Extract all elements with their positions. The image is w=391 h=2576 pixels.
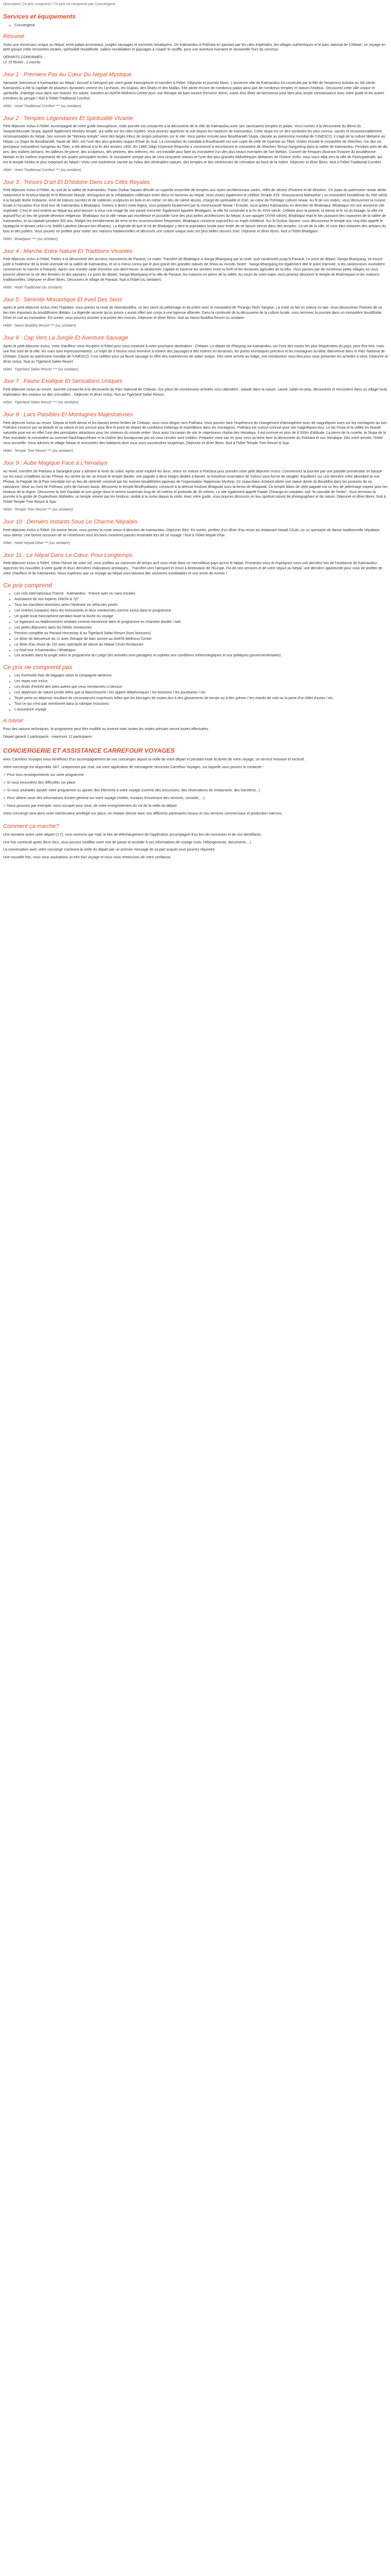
how-it-works-title: Comment ça marche? — [3, 823, 59, 829]
day-10 — [3, 518, 388, 546]
day-title: Jour 3 : Trésors D'art Et D'histoire Dans Les Cités Royales — [3, 179, 150, 185]
includes-item: • Le dîner de bienvenue du J1 avec thérapie de bain sonore au AVATA Wellness Center — [14, 637, 388, 642]
excludes-item: • Les repas non inclus — [14, 679, 388, 684]
includes-item: • Le dîner d'au revoir du J10 avec spectacle de danse au Népali Chulo Restaurant — [14, 642, 388, 648]
day-title: Jour 7 : Faune Exotique Et Sensations Uniques — [3, 378, 123, 385]
services-list — [3, 23, 388, 28]
includes-item: • Les petits-déjeuners dans les hôtels mentionnés — [14, 625, 388, 631]
resume-text: Vivez une immersion unique au Népal, entre palais ancestraux, jungles sauvages et sommets himalayens. De Katmandou à Pokhara en passant par les cités impériales, les villages authentiques et le parc national de Chitwan, ce voyage en petit groupe mêle rencontres locales, spiritualité bouddhiste, safaris inoubliables et paysages à couper le souffle, pour une aventure humaine et sensorielle hors du commun. — [3, 43, 386, 52]
concierge-point: ✓ Pour obtenir avoir des informations d'ordre général sur votre voyage (météo, horaires d'ouverture des services, conseils, ...) — [3, 796, 205, 801]
day-hotel: Hôtel : Namo Buddha Resort *** (ou similaire) — [3, 324, 76, 328]
day-3 — [3, 179, 388, 242]
day-hotel: Hôtel : Hotel Traditional Comfort *** (ou similaire) — [3, 168, 82, 172]
day-hotel: Hôtel : Temple Tree Resort *** (ou similaire) — [3, 449, 73, 453]
day-hotel: Hôtel : Tigerland Safari Resort *** (ou similaire) — [3, 367, 79, 371]
includes-item: • Les vols internationaux France - Katmandou - France avec ou sans escales — [14, 591, 388, 597]
day-2 — [3, 115, 388, 173]
concierge-intro: Avec Carrefour Voyages vous bénéficiez d'un accompagnement de nos concierges depuis la veille de votre départ et pendant toute la durée de votre voyage, un service innovant et exclusif. — [3, 758, 305, 762]
day-title: Jour 5 : Sérénité Monastique Et éveil Des Sens — [3, 296, 122, 303]
concierge-point: ✓ Si vous souhaitez ajouter votre programme ou ajouter des éléments à votre voyage (comme des excursions, des réservations de restaurants, des transferts...) — [3, 789, 260, 793]
day-8 — [3, 411, 388, 454]
trip-page — [0, 0, 391, 871]
includes-section — [3, 581, 388, 658]
departs-value: Le 15 février : 2 inscrits — [3, 61, 41, 65]
day-11 — [3, 552, 388, 577]
excludes-section — [3, 663, 388, 713]
a-savoir-section — [3, 717, 388, 739]
excludes-title: Ce prix ne comprend pas — [3, 664, 73, 671]
day-text: Après le petit-déjeuner inclus chez l'habitant, vous prenez la route de Namobuddha, un lieu sacré du pèlerinage et de prière avec le monastère de Thrangu Tashi Yangtse. La visite se fait en voiture ou taxi. Vous découvrirez l'histoire de ce lieu très important du bouddhisme tibétain. La légende raconte qu'un prince y aurait offert son corps à une tigresse affamée. Dans la continuité de la découverte de la culture locale, vous terminez la journée dans un monastère bouddhiste. Dîner et nuit au monastère. En soirée, vous pourrez assister à la prière des moines. Déjeuner et dîner libres. Nuit au Namo Buddha Resort ou similaire. — [3, 306, 383, 320]
day-9 — [3, 460, 388, 513]
concierge-title: CONCIERGERIE ET ASSISTANCE CARREFOUR VOYAGES — [3, 747, 175, 755]
day-text: Au réveil, transfert de Pokhara à Sarangkot pour y admirer le lever du soleil. Après avoir exploré les lieux, retour en voiture à Pokhara pour prendre votre petit déjeuner inclus. Commencez la journée par une paisible promenade en barque sur les eaux cristallines du lac Phewa. Au centre du lac se trouve le temple Barahi, une pagode à deux étages dédiée à Barahi, la troisième incarnation de Vishnu sous forme de sanglier. Equilibrez sur une dernière crête abondant la vue Phewa, la Pagode de la Paix mondiale est un lieu de sérénité construit par les moines bouddhistes japonais de l'organisation Nipponzan Myohoji. Ce stupa blanc éclatant abrite une statue dorée du Bouddha dans les postures de sa naissance, Situé au nord de Pokhara, près de l'ancien bazar, découvrez le temple Bindhyabasini, consacré à la déesse hindoue Bhagwati sous la forme de Bhagwati. Ce temple blanc de style pagode est un lieu de pèlerinage majeur pour les hindous de la région. Découvrez la Seti Gandaki et une gorge dans le torrent souterrain long de 40 mètres et profonde de 30 mètres. Le site également appelé Patale Chhango en népalais, soit "la cascade de l'enfer". Vous terminez la journée à la grotte de Gupteshwor Mahadev, un temple vénéré par les hindous, visible à la sortie depuis la visite. Avec votre guide, vous pourrez découvrir un lieu spirituel saturé de photographies et de nature. Déjeuner et dîner libres. Nuit à l'hôtel Temple Tree Resort & Spa. — [3, 469, 387, 504]
concierge-availability: Votre concierge est disponible 24/7, uniquement par chat, via votre application de messagerie sécurisée Carrefour Voyages, sur laquelle vous pouvez le contacter : — [3, 766, 264, 770]
day-title: Jour 4 : Marche Entre Nature Et Traditions Vivantes — [3, 248, 133, 255]
concierge-section — [3, 747, 388, 817]
excludes-item: • Les droits d'entrée des sites autres que ceux mentionnés ci-dessus — [14, 685, 388, 690]
concierge-outro: Votre concierge sera alors votre interlocuteur privilégié sur place, en relation directe avec nos différents partenaires locaux et nos services commerciaux et production internes. — [3, 812, 283, 816]
day-title: Jour 1 : Premiers Pas Au Cœur Du Népal Mystique — [3, 72, 132, 78]
services-item: • Conciergerie — [14, 23, 388, 28]
includes-title: Ce prix comprend — [3, 582, 52, 589]
excludes-item: • Les éventuels frais de bagages selon la compagnie aérienne — [14, 673, 388, 679]
day-title: Jour 11 : Le Népal Dans Le Cœur, Pour Longtemps — [3, 552, 133, 558]
day-title: Jour 9 : Aube Magique Face à L'himalaya — [3, 460, 108, 467]
day-hotel: Hôtel : Temple Tree Resort *** (ou similaire) — [3, 508, 73, 512]
includes-item: • Le food tour à Katmandou / Bhaktapur — [14, 648, 388, 653]
includes-item: • Les entrées (uniques) dans les monuments et lieux mentionnés comme inclus dans le programme — [14, 608, 388, 614]
day-text: Après le petit-déjeuner inclus, votre chauffeur vous récupère à l'hôtel pour vous conduire à votre prochaine destination : Chitwan. Le départ de Pharping via Katmandou, sur l'une des routes les plus fréquentées du pays, peut être lent, mais une fois sorti de la ville, les vues sont impressionnantes. Le trajet de 5 heures vous emmène à travers des paysages à des rizières en terrasses, les points touristiques précieux et les montagnes au-delà. Bienvenue dans le Parc National de Chitwan. Classé au patrimoine mondial de l'UNESCO, il est célèbre pour sa faune sauvage et offre des expériences de safari unique. Dès votre arrivée au lodge, une introduction vous fera pour vous présenter les activités à venir. Déjeuner et dîner inclus. Nuit au Tigerland Safari Resort. — [3, 344, 388, 364]
includes-item: • Assistance de nos experts 24h/24 & 7j/7 — [14, 597, 388, 602]
a-savoir-depart: Départ garanti 2 participants - maximum 12 participants — [3, 735, 92, 739]
services-title: Services et équipements — [3, 12, 76, 20]
departs-label: DÉPARTS CONFIRMÉS : — [3, 56, 45, 60]
how-step: Une semaine avant votre départ (J-7), vous recevrez par mail, le lien de téléchargement de l'application accompagné d'un lien de connexion et de vos identifiants. — [3, 833, 262, 837]
day-text: Petit déjeuner inclus à l'hôtel. Accompagné de votre guide francophone, cette journée est consacrée à la découverte de la ville de Katmandou avec ses sanctuaires temples et palais. Vous montez à la découverte du dôme du Swayambhunath Stupa, appelé également Monkey temple, qui veille sur les cités royales. Vous pourrez apprécier la vue depuis les hauteurs de Katmandou. Cette stupa est un des symboles les plus connus, sacrés et incontournablement reconnaissables du Népal. Son surnom de "Monkey temple" vient des larges tribus de singes présentes sur le site. Vous partez ensuite pour Boudhanath Stupa, classée au patrimoine mondial de l'UNESCO, il s'agit de la culture tibétaine au Népal. La Stupa de Boudhanath, haute de 36m, est l'une des plus grandes stupas d'Asie du Sud. La conception du mandala à Boudhanath est une copie de celle de Gyantse au Tibet. Visitez ensuite le monastère de Shechen, l'un des six principaux monastères nyingmas du Tibet, a été détruit à la fin des années 1950. En 1980, Dilgo Khyentsé Rinpoché a commencé à reconstruire le monastère de Shechen Tennyi Dargyeling dans la vallée de Katmandou. Pendant près de dix ans, des maîtres artisans, les tailleurs de pierre, des sculpteurs, des peintres, des orfèvres, etc. ont travaillé pour faire du monastère l'un des plus beaux exemples de l'art tibétain. Couvert de fresques illustrant l'histoire du bouddhisme tibétain et les maîtres importants de ses quatre principales écoles, le monastère compte plus de cent cinquante statues et l'une des plus grandes bibliothèques tibétaines de l'Orient. Enfin, vous visez déjà vers la ville de Pashupatinath, qui est le temple hindou le plus important du Népal ! Vivez une expérience sacrée au milieu des vénérables statues, des temples et des cérémonies de crémation au bord de la rivière. Déjeuner et dîner libres. Nuit à l'hôtel Traditional Comfort. — [3, 125, 388, 164]
day-hotel: Hôtel : Bhadgaon *** (ou similaire) — [3, 237, 58, 241]
excludes-item: • L'assurance voyage — [14, 707, 388, 713]
day-hotel: Hôtel : Hotel Nepali Ghar *** (ou similaire) — [3, 541, 70, 545]
day-title: Jour 8 : Lacs Paisibles Et Montagnes Majestueuses — [3, 411, 133, 418]
day-5 — [3, 296, 388, 329]
resume-section — [3, 33, 388, 65]
includes-item: • Le logement ou établissement similaire comme mentionné dans le programme en chambre double / twin — [14, 620, 388, 625]
day-hotel: Hôtel : Hotel Traditional Comfort *** (ou similaire) — [3, 104, 82, 108]
how-step: Une fois connecté après deux clics, vous pouvez modifier votre mot de passe et accéder à vos informations de voyage (vols, hébergements, documents ...) — [3, 840, 251, 844]
excludes-item: • Les dépenses de nature privée telles que la blanchisserie / les appels téléphoniques / les boissons / les pourboires / etc. — [14, 690, 388, 696]
how-closing: Une nouvelle fois, nous vous souhaitons un très bon voyage et nous vous remercions de votre confiance. — [3, 856, 172, 860]
day-hotel: Hôtel : Tigerland Safari Resort *** (ou similaire) — [3, 400, 79, 404]
a-savoir-text: Pour des raisons techniques, le programme peut être modifié ou inversé mais toutes les visites prévues seront toutes effectuées. — [3, 727, 209, 731]
how-step: La conversation avec votre concierge s'activera la veille du départ par un premier message de sa part auquel vous pourrez répondre. — [3, 848, 216, 852]
excludes-item: • Toute perte ou dépense résultant de circonstances imprévues telles que les blocages de routes dus à des glissements de terrain ou à des grèves / les retards de vols ou la perte d'un billet d'avion / etc. — [14, 696, 388, 701]
resume-title: Résumé — [3, 33, 24, 40]
includes-list — [3, 591, 388, 658]
services-section — [3, 12, 388, 28]
day-text: Namasté, bienvenue à Katmandou au Népal ! Accueil à l'aéroport par votre guide francophone et transfert à l'hôtel. Déjeuner et journée libres. L'ancienne ville de Katmandou fut construite par la fille de l'empereur Ashoka au IIIè siècle. Katmandou a été la capitale de plusieurs dynasties comme les Licchavis, les Guptas, des Shahs et des Mallas. Elle abrite encore de nombreux palais ainsi que de nombreux temples et statues hindous. Découvrez cette ville unique et spirituelle, d'abrégé vous dans son histoire. En soirée, transfert au AVATA Wellness Center pour une thérapie de bain sonore d'environ 45mn, suivie d'un dîner de bienvenue pour faire plus ample connaissance avec votre guide et les autres membres du groupe ! Nuit à l'hôtel Traditional Comfort. — [3, 81, 384, 100]
concierge-point: ✓ Nous pouvons par exemple, nous occuper pour vous, de votre enregistrement du vol de la veille du départ — [3, 804, 177, 808]
day-6 — [3, 334, 388, 372]
day-text: Petit déjeuner inclus au resort. Journée consacrée à la découverte du Parc National de Chitwan. Sur place de nombreuses activités vous attendent : balade dans la nature, canoë, safari en jeep, découverte et rencontres dans un village local, exploration des oiseaux ou des crocodiles... Déjeuner et dîner inclus. Nuit au Tigerland Safari Resort. — [3, 388, 388, 397]
day-4 — [3, 248, 388, 291]
includes-item: • Tous les transferts terrestres selon l'itinéraire en véhicules privés — [14, 603, 388, 608]
concierge-point: ✓ Si vous rencontrez des difficultés sur place — [3, 781, 76, 785]
excludes-item: • Tout ce qui n'est pas mentionné dans la rubrique inclusions — [14, 702, 388, 707]
includes-item: • Un guide local francophone pendant toute la durée du voyage — [14, 614, 388, 619]
day-text: Petit-déjeuner inclus à l'hôtel. Selon l'heure de votre vol, vous profitez au maximum de temps qu'il vous reste dans ce merveilleux pays qu'est le Népal. Promenez-vous et imprégnez-vous une dernière fois de l'ambiance de Katmandou. Apprenez les nouvelles à votre guide et leurs dernières réalisations artistiques... Transfert vers l'aéroport et envol à destination de l'Europe. Fin de nos services et de votre séjour au Népal, une dernière opportunité pour vous de profiter de votre chauffeur et de Katmandou. Nous espérons que ce voyage au Népal vous laissera des souvenirs inoubliables et une envie de revenir ! — [3, 562, 382, 576]
day-title: Jour 2 : Temples Légendaires Et Spiritualité Vivante — [3, 115, 133, 122]
day-1 — [3, 71, 388, 109]
day-title: Jour 6 : Cap Vers La Jungle Et Aventure Sauvage — [3, 335, 128, 342]
day-text: Petit déjeuner inclus à l'hôtel. Au sud de la vallée de Katmandou, Patan Durbar Square dévoile un superbe ensemble de temples aux styles architecturaux variés, reflet de siècles d'histoire et de dévotion. Ce joyau du patrimoine newar abrite notamment le Krishna Mandir et le Bhimsen Mandir, témoignant de la cohabitation millénaire entre dieux et hommes au Népal. Vous visitez également le célèbre Temple d'Or, Hiranyavarna Mahavihar ( un monastère bouddhiste du XIIè siècle à la façade dorée éclatante, orné de statues sacrées et de sublimes sculptures en bois et en métal. Un lieu de calme absolu, chargé de spiritualité et d'art, au cœur de l'héritage culturel newar. Au fil de vos visites, vous découvrirez la cuisine locale à l'occasion d'un food tour de Katmandou à Bhaktapur. Goûtez à divers mets légers, tous préparés localement par la communauté Newar ! Ensuite, vous quittez Katmandou en direction de Bhaktapur. Bhaktapur est une ancienne cité impériale. C'est le seul endroit au Népal qui peut brosser à vous une image de son passé immortel. Également appelée Bhadgaon, la ville fut construite à la fin du XIVè siècle. Célèbre pour la poterie, la danse et le roi du tissage, la ville est aujourd'hui un lieu de grande dévotion religieuse. Bhaktapur est la ville newar par excellence et possède l'une des plus belles architectures du Népal. A son apogée (XVIIè siècle), Bhaktapur était le lieu puissant des royaumes de la vallée de Katmandou, et sa capitale pendant 300 ans. Malgré les tremblements de terre et les reconstructions fréquentes, Bhaktapur conserve aujourd'hui un esprit médiéval. Sur le Durbar Square, vous découvrirez le temple aux cinq toits appelé le Nyatapola et devant celui-ci le Siddhi Lakshmi (devant lien Bhairav). La légende dit que le roi de Bhaktapur y tient la population locale pour éviter de se laisser bercer dans des temples. La vie de la ville, et vous êtes entourés des artisans du bois et des potiers. Vous pouvez en profiter pour visiter ses maisons traditionnelles et découvrir une culture unique avec les plus belles œuvres d'art. Déjeuner et dîner libres. Nuit à l'hôtel Bhadgaon. — [3, 189, 388, 233]
includes-item: • Les activités dans la jungle selon le programme du Lodge (les activités sont partagées et sujettes aux conditions météorologiques et aux politiques gouvernementales) — [14, 653, 388, 658]
breadcrumb: Description Ce prix comprend / Ce prix ne comprend pas Conciergerie — [3, 3, 116, 6]
day-7 — [3, 378, 388, 405]
a-savoir-title: A savoir — [3, 717, 24, 724]
day-text: Petit-déjeuner inclus à l'hôtel. De bonne heure, vous prenez la route retour à direction de Katmandou. Déjeuner libre. En soirée, profitez d'un dîner d'au revoir au restaurant Nepali Chulo, ou un spectacle de danse traditionnelle népalaise vous attend. Une bonne occasion de se remémorer tous les bons moments passés ensemble lors de ce voyage ! Nuit à l'hôtel Nepali Ghar. — [3, 528, 380, 537]
concierge-point: ✓ Pour tous renseignements sur votre programme — [3, 773, 84, 777]
includes-item: • Pension complète au Panauti Homestay & au Tigerland Safari Resort (hors boissons) — [14, 631, 388, 636]
day-text: Petit déjeuner inclus au resort. Depuis la forêt dense et les basses terres fertiles de Chitwan, vous vous dirigez vers Pokhara. Vous pouvez faire l'expérience du changement d'atmosphère avec de magnifiques vues sur les montagnes au loin. Pokhara s'exerce par sa beauté et sa nature et est connue pour être le point de départ de nombreux trekkings et expéditions dans les montagnes. Pokhara est surtout connue pour ses magnifiques lacs. Le lac Fewa et la vallée en beauté naturelle pure est en effet l'une des principales attractions pour les visiteurs du monde entier. Vous avez l'occasion de voir le majestueux chaîne des Himalaya. Il est nommé en plus de 8 000m d'altitude. La pierre de la cuvette, la Stupa de la Paix mondiale, le monastère au sommet Machhapuchhare et la chaîne des Annapurnas par où vous circulez sont visibles. Préparez votre sac et, pour vous qu'aime faire la découverte du Pokhara et son Himalaya. Dès votre arrivée, l'hôtel vous accueille. Vous admirez le village Newar et rencontrez des habitants dont vous vous souviendrez longtemps. Déjeuner et dîner libres. Nuit à l'hôtel Temple Tree Resort & Spa. — [3, 421, 388, 446]
day-text: Petit déjeuner inclus à l'hôtel. Partez à la découverte des anciens monuments de Panauti, ce matin. Transfert de Bhaktapur à Sanga Bhanjyang par la route, puis randonnée jusqu'à Panauti. Le point de départ, Sanga Bhanjyang, se trouve juste à l'extérieur de la limite orientale de la vallée de Katmandou, et on a mieux connu par le plus grand des grandes statues de Shiva au monde. Notre : Sanga Bhanjyang est également dite le point d'arrivée, si les randonneurs souhaitent commencer la marche à Panauti). Après une montée raide d'environ une demi-heure, la randonnée s'aplatit et traverse les sentiers entre la forêt et les terrasses agricoles de la tribu. Vous passez par de nombreux petits villages où vous pourrez observer la vie des fermiers et des paysans. Le point de départ, Sanga Bhanjyang et la ville de Panauti, les maisons en pierre de la vallée. Au cours de votre trajet, vous pourrez découvrir le temple de Brahmayani et les maisons traditionnelles. Déjeuner et dîner libres. Découvrez le village de Panauti. Nuit à l'hôtel (ou similaire). — [3, 258, 385, 282]
itinerary-section — [3, 71, 388, 577]
day-title: Jour 10 : Derniers Instants Sous Le Charme Népalais — [3, 519, 138, 526]
day-hotel: Hôtel : Hotel Traditional (ou similaire) — [3, 285, 62, 290]
excludes-list — [3, 673, 388, 713]
how-it-works-section — [3, 823, 388, 860]
